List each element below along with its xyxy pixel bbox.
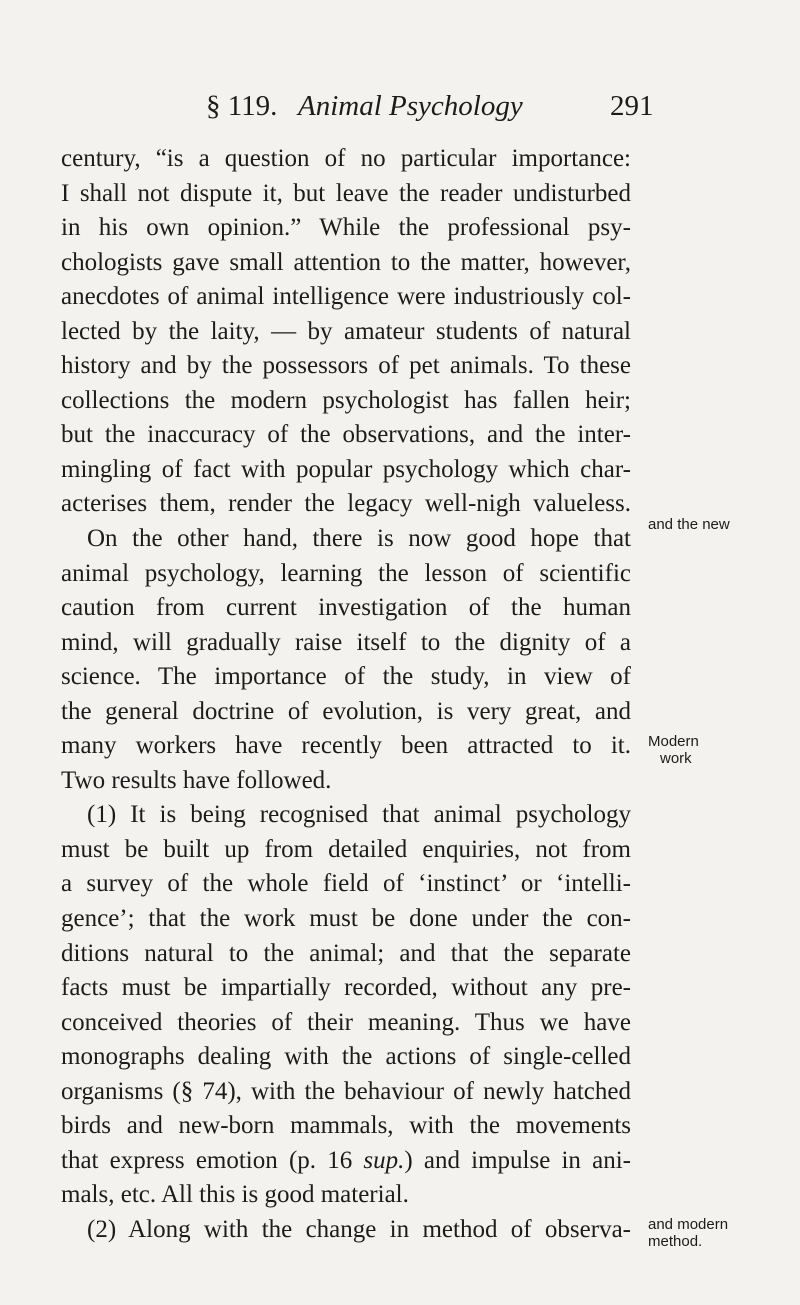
page-number: 291 <box>610 90 654 122</box>
text-line: must be built up from detailed enquiries, not from <box>61 835 631 863</box>
margin-note-text: and modern <box>648 1216 729 1233</box>
margin-note-text: and the new <box>648 516 730 533</box>
text-line: collections the modern psychologist has fallen heir; <box>61 386 631 414</box>
running-head <box>206 86 706 126</box>
text-line: organisms (§ 74), with the behaviour of newly hatched <box>61 1077 631 1105</box>
margin-note <box>648 1216 728 1250</box>
text-line: conceived theories of their meaning. Thus we have <box>61 1008 631 1036</box>
margin-note-text: method. <box>648 1233 703 1250</box>
text-line: facts must be impartially recorded, without any pre- <box>61 974 631 1002</box>
margin-note-text: work <box>660 750 692 767</box>
text-line: Two results have followed. <box>61 766 332 794</box>
text-line: mingling of fact with popular psychology which char- <box>61 455 631 483</box>
text-line: in his own opinion.” While the professional psy- <box>61 214 631 242</box>
text-line: (1) It is being recognised that animal psychology <box>87 801 631 829</box>
text-line: anecdotes of animal intelligence were industriously col- <box>61 283 631 311</box>
text-line: birds and new-born mammals, with the movements <box>61 1112 631 1140</box>
text-line: caution from current investigation of the human <box>61 594 631 622</box>
text-line: lected by the laity, — by amateur students of natural <box>61 317 631 345</box>
text-line: I shall not dispute it, but leave the reader undisturbed <box>61 179 631 207</box>
italic-abbrev: sup. <box>363 1146 405 1174</box>
text-line: On the other hand, there is now good hope that <box>87 525 631 553</box>
text-line: monographs dealing with the actions of single-celled <box>61 1043 631 1071</box>
text-line: that express emotion (p. 16 sup.) and impulse in ani- <box>61 1146 631 1174</box>
text-line: science. The importance of the study, in view of <box>61 663 631 691</box>
text-line: (2) Along with the change in method of observa- <box>87 1215 631 1243</box>
text-line: history and by the possessors of pet animals. To these <box>61 352 631 380</box>
text-line: century, “is a question of no particular importance: <box>61 145 631 172</box>
margin-note <box>648 516 730 533</box>
text-line: many workers have recently been attracted to it. <box>61 732 631 760</box>
text-line: mind, will gradually raise itself to the dignity of a <box>61 628 631 656</box>
text-line: chologists gave small attention to the matter, however, <box>61 248 631 276</box>
margin-note-text: Modern <box>648 733 699 750</box>
text-line: gence’; that the work must be done under the con- <box>61 905 631 933</box>
running-title: Animal Psychology <box>298 90 523 122</box>
text-line: mals, etc. All this is good material. <box>61 1181 409 1209</box>
section-number: § 119. <box>206 90 278 122</box>
body-text <box>61 142 631 1248</box>
text-line: a survey of the whole field of ‘instinct’ or ‘intelli- <box>61 870 631 898</box>
text-line: ditions natural to the animal; and that the separate <box>61 939 631 967</box>
text-line: but the inaccuracy of the observations, and the inter- <box>61 421 631 449</box>
text-line: acterises them, render the legacy well-nigh valueless. <box>61 490 631 518</box>
text-line: the general doctrine of evolution, is very great, and <box>61 697 631 725</box>
text-line: animal psychology, learning the lesson of scientific <box>61 559 631 587</box>
margin-note <box>648 733 699 767</box>
